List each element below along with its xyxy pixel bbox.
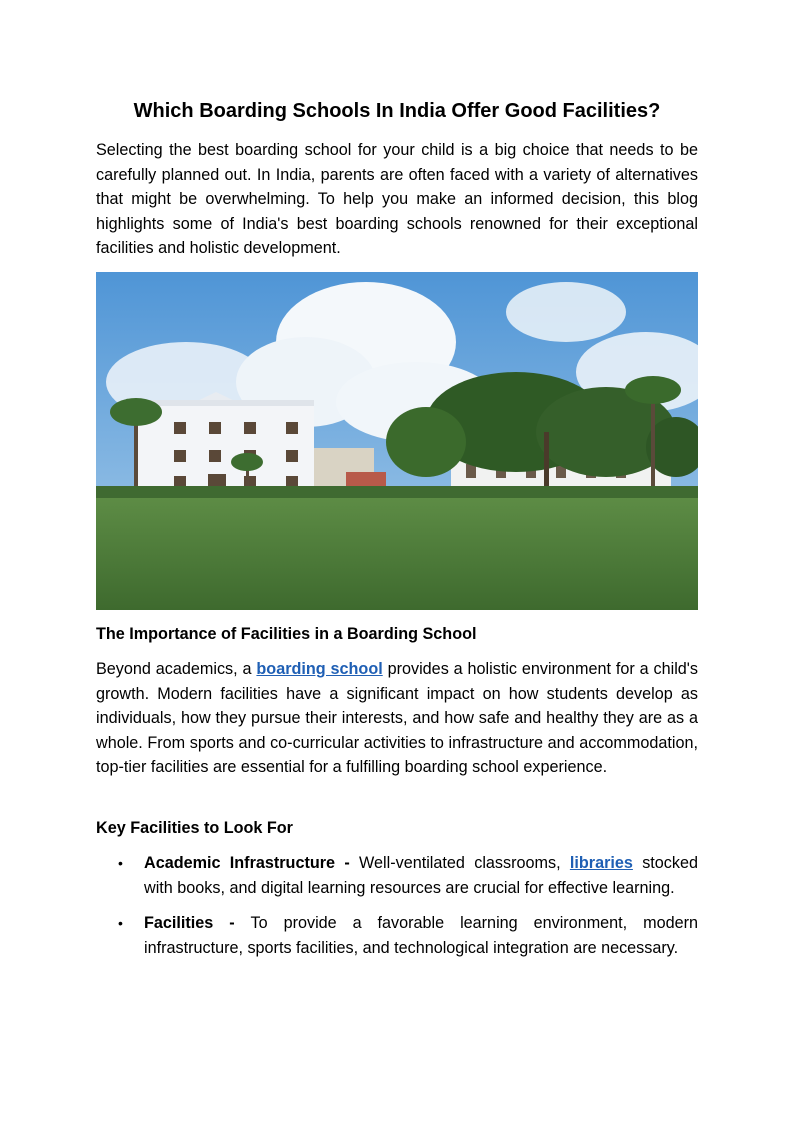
school-campus-photo (96, 272, 698, 610)
list-item-text: To provide a favorable learning environment, modern infrastructure, sports facilities, and technological integration are necessary. (144, 914, 698, 957)
intro-paragraph: Selecting the best boarding school for your child is a big choice that needs to be carefully planned out. In India, parents are often faced with a variety of alternatives that might be overwhelming. To help you make an informed decision, this blog highlights some of India's best boarding schools renowned for their exceptional facilities and holistic development. (96, 141, 698, 258)
page-title: Which Boarding Schools In India Offer Good Facilities? (133, 100, 661, 122)
list-item-title: Academic Infrastructure - (144, 854, 360, 872)
list-item-academic-infrastructure (118, 851, 698, 900)
importance-paragraph (96, 657, 698, 780)
list-item-text-end: stocked with books, and digital learning resources are crucial for effective learning. (144, 854, 698, 897)
importance-text-start: Beyond academics, a (96, 660, 257, 678)
importance-text-end: provides a holistic environment for a child's growth. Modern facilities have a significant impact on how students develop as individuals, how they pursue their interests, and how safe and healthy they are as a whole. From sports and co-curricular activities to infrastructure and accommodation, top-tier facilities are essential for a fulfilling boarding school experience. (96, 660, 698, 777)
list-item-facilities (118, 911, 698, 960)
facilities-list (118, 851, 698, 971)
list-item-title: Facilities - (144, 914, 251, 933)
libraries-link[interactable]: libraries (569, 854, 633, 872)
bullet-icon: • (118, 855, 123, 871)
boarding-school-link[interactable]: boarding school (256, 660, 383, 678)
bullet-icon: • (118, 915, 123, 932)
section-heading-importance: The Importance of Facilities in a Boarding School (96, 625, 477, 643)
section-heading-key-facilities: Key Facilities to Look For (96, 819, 293, 837)
list-item-text-start: Well-ventilated classrooms, (359, 854, 570, 872)
